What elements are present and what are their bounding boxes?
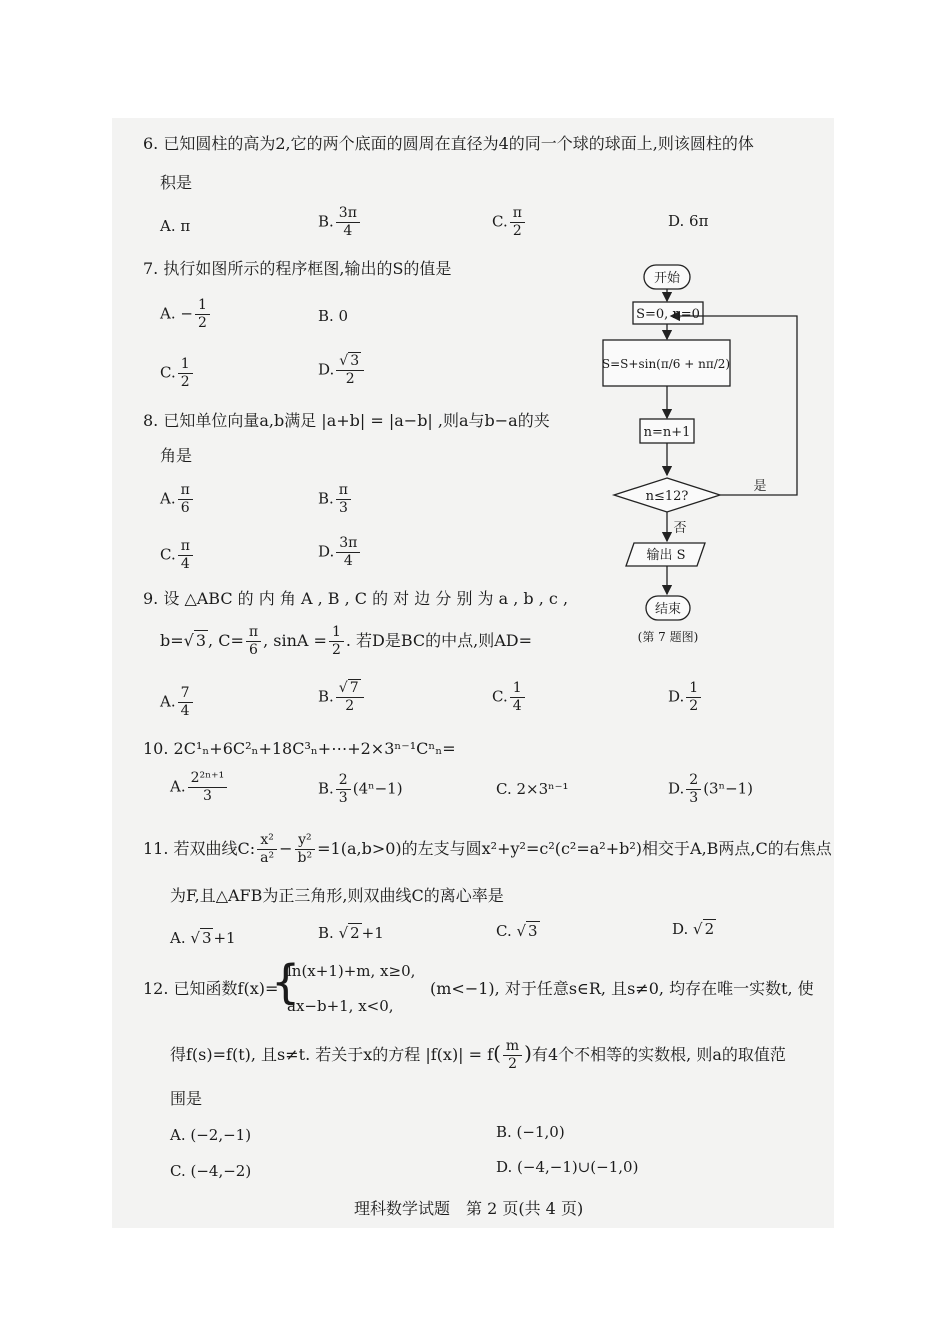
q12-option-a: A. (−2,−1) [170,1126,252,1144]
q6-option-d: D. 6π [668,212,709,230]
q12-stem-line1: (m<−1), 对于任意s∈R, 且s≠0, 均存在唯一实数t, 使 [430,979,814,998]
q12-stem-line2: 得f(s)=f(t), 且s≠t. 若关于x的方程 |f(x)| = f( $\frac{m}{2}$ )有4个不相等的实数根, 则a的取值范 [170,1038,786,1072]
q10-option-d: D. $\frac{2}{3}$ (3ⁿ−1) [668,772,754,806]
q6-option-b: B. $\frac{3\pi}{4}$ [318,205,362,240]
q7-option-a: A. − $\frac{1}{2}$ [160,297,212,332]
q12-option-b: B. (−1,0) [496,1123,565,1141]
q11-option-c: C. √ 3 [496,922,538,940]
q12-stem-prefix: 12. 已知函数f(x)= [143,979,279,998]
q8-stem-line2: 角是 [160,446,193,465]
flow-assign-label: S=S+sin(π/6 + nπ/2) [601,357,731,371]
q9-option-d: D. $\frac{1}{2}$ [668,680,703,715]
q7-option-c: C. $\frac{1}{2}$ [160,356,195,391]
q10-option-a: A. $\frac{\text{2²ⁿ⁺¹}}{3}$ [170,770,229,805]
q9-option-b: B. $\frac{√ 7}{2}$ [318,680,366,715]
q7-option-b: B. 0 [318,307,349,325]
q12-option-c: C. (−4,−2) [170,1162,252,1180]
flow-increment-label: n=n+1 [643,425,691,440]
flow-end-label: 结束 [654,602,682,617]
flow-output-label: 输出 S [646,548,686,563]
flow-yes-label: 是 [753,479,767,494]
q6-stem-line2: 积是 [160,173,193,192]
q10-option-c: C. 2×3ⁿ⁻¹ [496,780,569,798]
piecewise-brace: { [271,955,301,1009]
q11-stem-line1: 11. 若双曲线C: $\frac{\text{x²}}{\text{a²}}$ − $\frac{\text{y²}}{\text{b²}}$ =1(a,b>0)的左支与圆x²+y²=c²(c²=a²+b²)相交于A,B两点,C的右焦点 [143,832,832,866]
flow-caption: (第 7 题图) [637,630,699,644]
q8-option-d: D. $\frac{3\pi}{4}$ [318,535,362,570]
q9-option-a: A. $\frac{7}{4}$ [160,685,195,720]
q9-option-c: C. $\frac{1}{4}$ [492,680,527,715]
q11-stem-line2: 为F,且△AFB为正三角形,则双曲线C的离心率是 [170,886,504,905]
flow-condition-label: n≤12? [645,489,689,504]
q8-stem-line1: 8. 已知单位向量a,b满足 |a+b| = |a−b| ,则a与b−a的夹 [143,411,550,430]
q12-case2: ax−b+1, x<0, [287,997,394,1015]
q11-option-d: D. √ 2 [672,920,715,938]
q10-option-b: B. $\frac{2}{3}$ (4ⁿ−1) [318,772,403,806]
q8-option-a: A. $\frac{\pi}{6}$ [160,482,195,517]
q7-stem: 7. 执行如图所示的程序框图,输出的S的值是 [143,259,452,278]
q12-case1: ln(x+1)+m, x≥0, [287,962,416,980]
page-footer: 理科数学试题 第 2 页(共 4 页) [354,1199,584,1218]
flow-start-label: 开始 [653,271,681,286]
q9-stem-line2: b=√ 3 , C= $\frac{\pi}{6}$ , sinA = $\frac{1}{2}$ . 若D是BC的中点,则AD= [160,624,533,658]
q6-option-a: A. π [160,217,191,235]
q12-stem-line3: 围是 [170,1089,203,1108]
flow-init-label: S=0, n=0 [636,307,700,322]
q10-stem: 10. 2C¹ₙ+6C²ₙ+18C³ₙ+⋯+2×3ⁿ⁻¹Cⁿₙ= [143,739,456,758]
q9-stem-line1: 9. 设 △ABC 的 内 角 A , B , C 的 对 边 分 别 为 a , b , c , [143,589,569,608]
q8-option-b: B. $\frac{\pi}{3}$ [318,482,353,517]
q11-option-a: A. √ 3 +1 [170,929,236,947]
flow-no-label: 否 [673,521,687,536]
q6-stem-line1: 6. 已知圆柱的高为2,它的两个底面的圆周在直径为4的同一个球的球面上,则该圆柱的体 [143,134,754,153]
q7-option-d: D. $\frac{√ 3}{2}$ [318,353,366,388]
q8-option-c: C. $\frac{\pi}{4}$ [160,538,195,573]
q11-option-b: B. √ 2 +1 [318,924,384,942]
q12-option-d: D. (−4,−1)∪(−1,0) [496,1158,639,1176]
q6-option-c: C. $\frac{\pi}{2}$ [492,205,527,240]
